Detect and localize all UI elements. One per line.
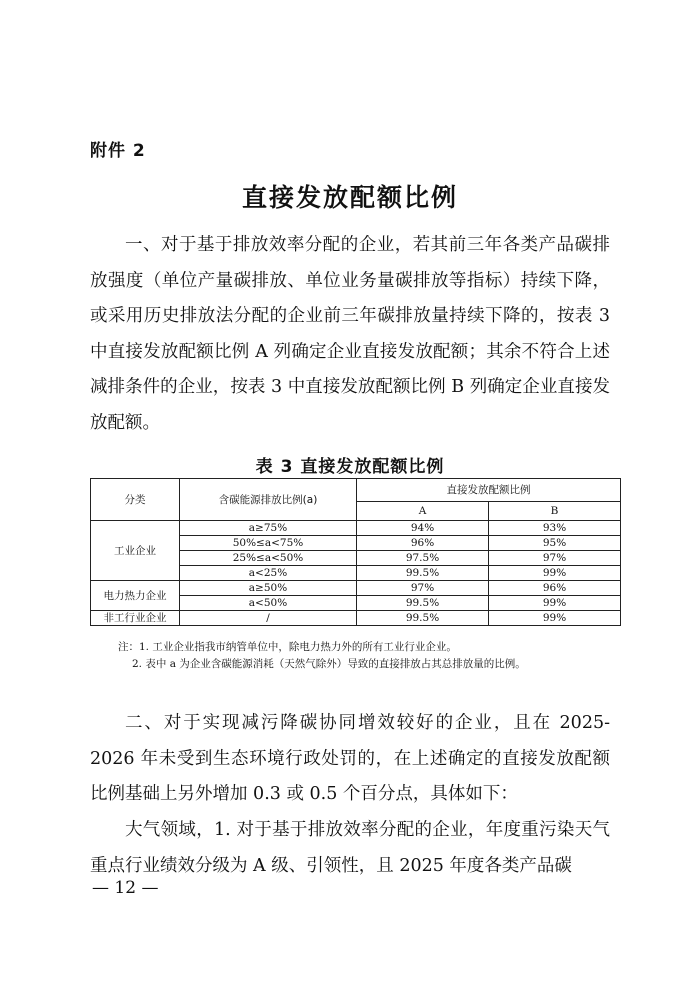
table-row xyxy=(91,521,621,536)
col-a-cell: 96% xyxy=(357,536,489,551)
paragraph-3: 大气领域，1. 对于基于排放效率分配的企业，年度重污染天气重点行业绩效分级为 A 级、引领性，且 2025 年度各类产品碳 xyxy=(90,820,610,876)
table-notes xyxy=(118,639,638,673)
paragraph-2: 二、对于实现减污降碳协同增效较好的企业，且在 2025-2026 年未受到生态环境行政处罚的，在上述确定的直接发放配额比例基础上另外增加 0.3 或 0.5 个百分点，具体如下： xyxy=(90,713,610,804)
ratio-cell: a<25% xyxy=(180,566,357,581)
col-b-cell: 97% xyxy=(489,551,621,566)
col-b-cell: 99% xyxy=(489,566,621,581)
col-b-cell: 99% xyxy=(489,596,621,611)
category-cell: 工业企业 xyxy=(91,521,180,581)
table-row xyxy=(91,581,621,596)
col-a-cell: 94% xyxy=(357,521,489,536)
table-row xyxy=(91,611,621,626)
ratio-cell: a≥75% xyxy=(180,521,357,536)
col-b-cell: 96% xyxy=(489,581,621,596)
ratio-cell: 50%≤a<75% xyxy=(180,536,357,551)
document-title: 直接发放配额比例 xyxy=(241,183,458,212)
attachment-label: 附件 2 xyxy=(90,141,146,161)
col-a-cell: 97.5% xyxy=(357,551,489,566)
ratio-cell: a<50% xyxy=(180,596,357,611)
table-caption: 表 3 直接发放配额比例 xyxy=(255,457,445,477)
header-category: 分类 xyxy=(91,479,180,521)
header-col-b: B xyxy=(489,502,621,521)
category-cell: 电力热力企业 xyxy=(91,581,180,611)
table-note-2: 2. 表中 a 为企业含碳能源消耗（天然气除外）导致的直接排放占其总排放量的比例。 xyxy=(132,658,526,670)
col-b-cell: 99% xyxy=(489,611,621,626)
col-a-cell: 97% xyxy=(357,581,489,596)
table-note-1: 注：1. 工业企业指我市纳管单位中，除电力热力外的所有工业行业企业。 xyxy=(118,641,457,653)
header-ratio: 含碳能源排放比例(a) xyxy=(180,479,357,521)
ratio-cell: a≥50% xyxy=(180,581,357,596)
col-a-cell: 99.5% xyxy=(357,566,489,581)
paragraph-1: 一、对于基于排放效率分配的企业，若其前三年各类产品碳排放强度（单位产量碳排放、单位业务量碳排放等指标）持续下降，或采用历史排放法分配的企业前三年碳排放量持续下降的，按表 3 中直接发放配额比例 A 列确定企业直接发放配额；其余不符合上述减排条件的企业，按表 3 中直接发放配额比例 B 列确定企业直接发放配额。 xyxy=(90,235,610,433)
col-b-cell: 95% xyxy=(489,536,621,551)
header-direct-ratio: 直接发放配额比例 xyxy=(357,479,621,502)
page-number: — 12 — xyxy=(92,878,159,898)
ratio-cell: / xyxy=(180,611,357,626)
col-a-cell: 99.5% xyxy=(357,596,489,611)
ratio-cell: 25%≤a<50% xyxy=(180,551,357,566)
col-b-cell: 93% xyxy=(489,521,621,536)
category-cell: 非工行业企业 xyxy=(91,611,180,626)
col-a-cell: 99.5% xyxy=(357,611,489,626)
allowance-ratio-table xyxy=(90,478,621,626)
header-col-a: A xyxy=(357,502,489,521)
